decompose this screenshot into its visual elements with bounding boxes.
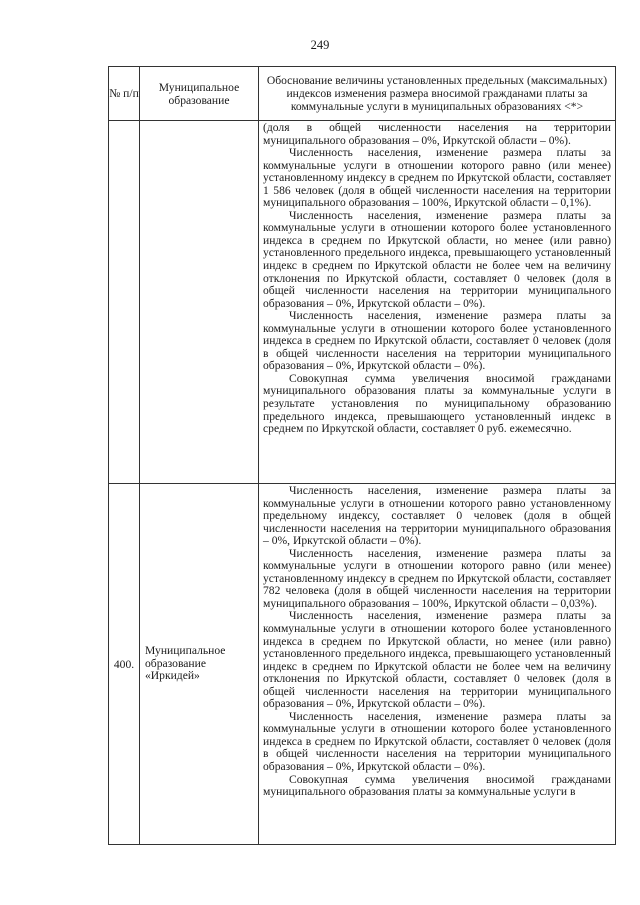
paragraph: (доля в общей численности населения на территории муниципального образования – 0%, Иркутской области – 0%). xyxy=(263,121,611,147)
paragraph: Численность населения, изменение размера платы за коммунальные услуги в отношении которого более установленного индекса в среднем по Иркутской области, но менее (или равно) установленного предельного индекса, превышающего установленный индекс в среднем по Иркутской области не более чем на величину отклонения по Иркутской области, составляет 0 человек (доля в общей численности населения на территории муниципального образования – 0%, Иркутской области – 0%). xyxy=(263,609,611,711)
paragraph: Численность населения, изменение размера платы за коммунальные услуги в отношении которого равно (или менее) установленному индексу в среднем по Иркутской области, составляет 1 586 человек (доля в общей численности населения на территории муниципального образования – 100%, Иркутской области – 0,1%). xyxy=(263,146,611,210)
row-municipality: Муниципальное образование «Иркидей» xyxy=(140,484,259,845)
row-justification xyxy=(259,484,616,845)
justification-table xyxy=(108,66,616,845)
table-header-row xyxy=(109,67,616,121)
header-municipality: Муниципальное образование xyxy=(140,67,259,121)
paragraph: Численность населения, изменение размера платы за коммунальные услуги в отношении которого более установленного индекса в среднем по Иркутской области, составляет 0 человек (доля в общей численности населения на территории муниципального образования – 0%, Иркутской области – 0%). xyxy=(263,309,611,373)
row-justification xyxy=(259,121,616,484)
page-number: 249 xyxy=(310,38,330,52)
header-number: № п/п xyxy=(109,67,140,121)
header-justification: Обоснование величины установленных предельных (максимальных) индексов изменения размера вносимой гражданами платы за коммунальные услуги в муниципальных образованиях <*> xyxy=(259,67,616,121)
paragraph: Численность населения, изменение размера платы за коммунальные услуги в отношении которого более установленного индекса в среднем по Иркутской области, но менее (или равно) установленного предельного индекса, превышающего установленный индекс в среднем по Иркутской области не более чем на величину отклонения по Иркутской области, составляет 0 человек (доля в общей численности населения на территории муниципального образования – 0%, Иркутской области – 0%). xyxy=(263,208,611,310)
paragraph: Совокупная сумма увеличения вносимой гражданами муниципального образования платы за коммунальные услуги в xyxy=(263,772,611,799)
row-number xyxy=(109,121,140,484)
paragraph: Совокупная сумма увеличения вносимой гражданами муниципального образования платы за коммунальные услуги в результате установления по муниципальному образованию предельного индекса, превышающего установленный индекс в среднем по Иркутской области, составляет 0 руб. ежемесячно. xyxy=(263,371,611,436)
table-row xyxy=(109,484,616,845)
paragraph: Численность населения, изменение размера платы за коммунальные услуги в отношении которого более установленного индекса в среднем по Иркутской области, составляет 0 человек (доля в общей численности населения на территории муниципального образования – 0%, Иркутской области – 0%). xyxy=(263,709,611,774)
row-number: 400. xyxy=(109,484,140,845)
table-row xyxy=(109,121,616,484)
paragraph: Численность населения, изменение размера платы за коммунальные услуги в отношении которого равно установленному предельному индексу, составляет 0 человек (доля в общей численности населения на территории муниципального образования – 0%, Иркутской области – 0%). xyxy=(263,484,611,548)
paragraph: Численность населения, изменение размера платы за коммунальные услуги в отношении которого равно (или менее) установленному индексу в среднем по Иркутской области, составляет 782 человека (доля в общей численности населения на территории муниципального образования – 100%, Иркутской области – 0,03%). xyxy=(263,546,611,610)
row-municipality xyxy=(140,121,259,484)
